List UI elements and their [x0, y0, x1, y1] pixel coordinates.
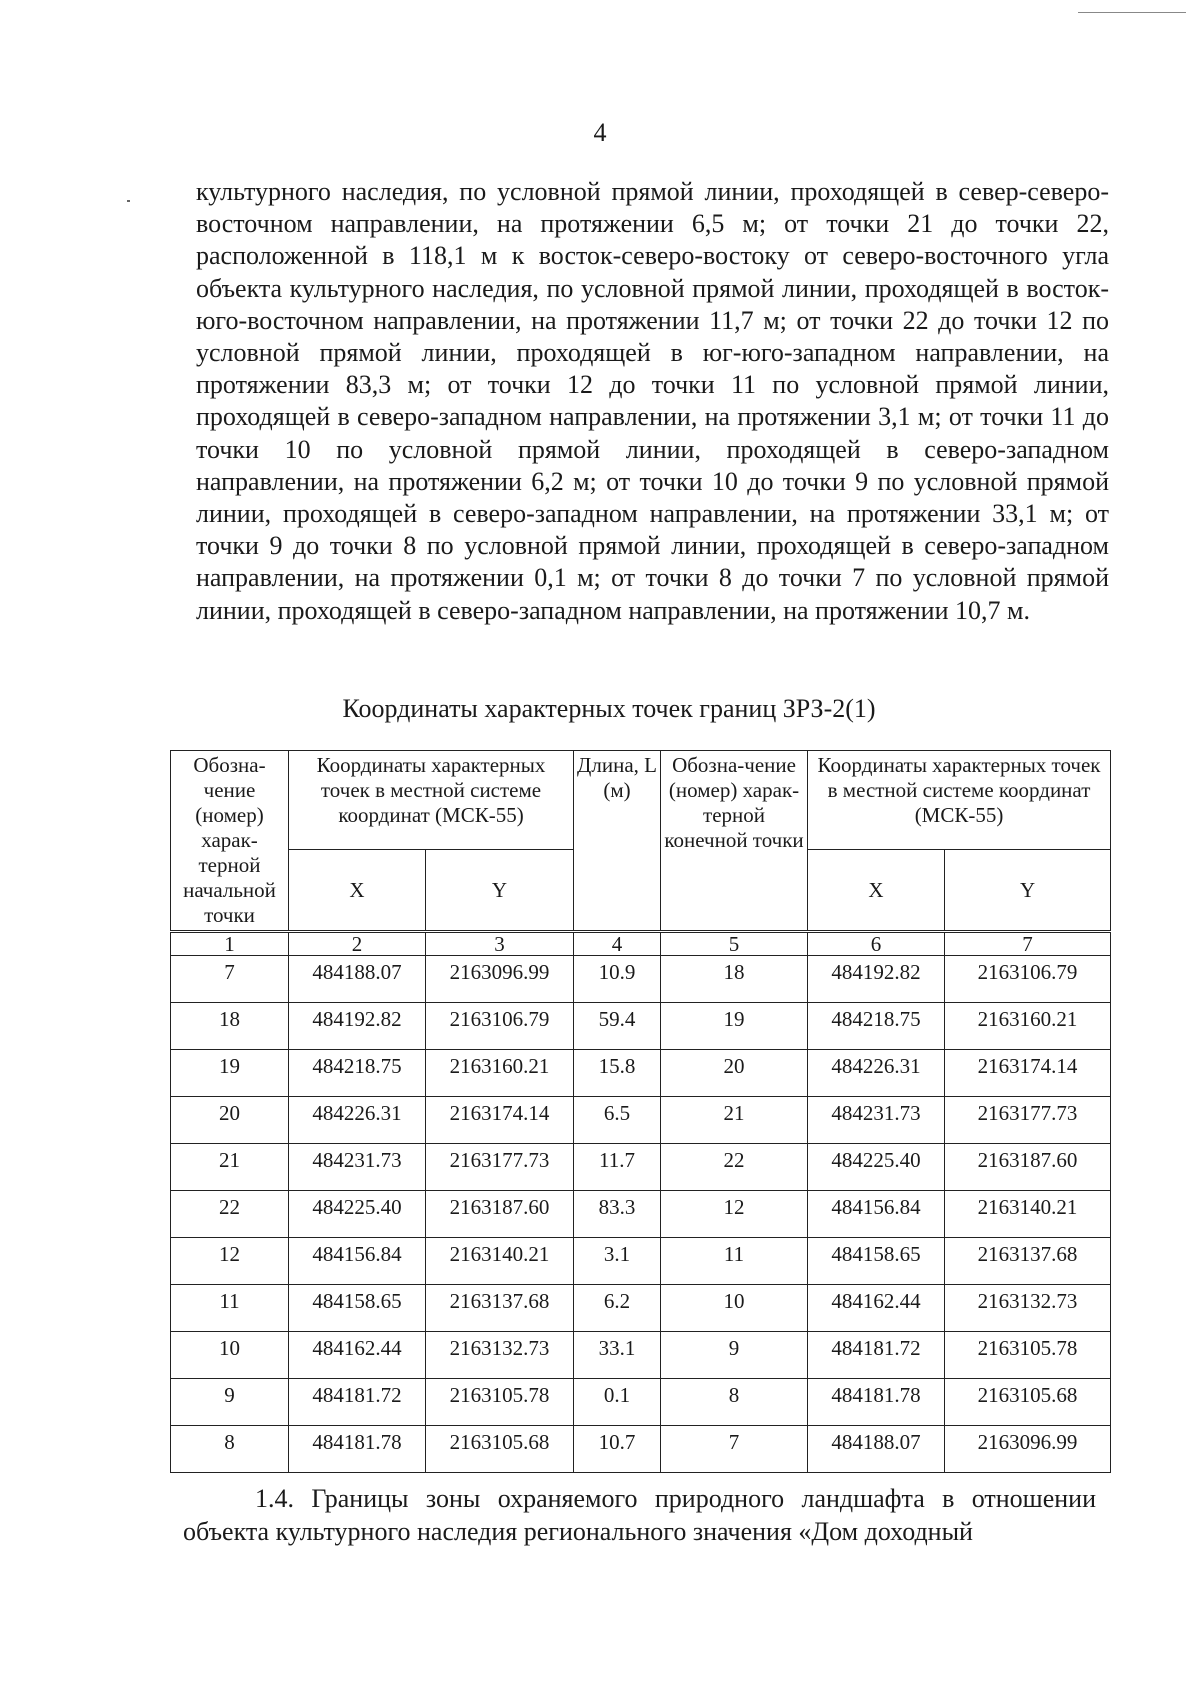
end-x-cell: 484156.84 [808, 1191, 945, 1238]
start-x-cell: 484181.78 [289, 1426, 426, 1473]
table-body [171, 956, 1111, 1473]
table-row [171, 1285, 1111, 1332]
header-y-start: Y [426, 850, 574, 932]
end-x-cell: 484225.40 [808, 1144, 945, 1191]
length-cell: 33.1 [574, 1332, 661, 1379]
start-x-cell: 484226.31 [289, 1097, 426, 1144]
length-cell: 0.1 [574, 1379, 661, 1426]
end-point-cell: 19 [661, 1003, 808, 1050]
end-x-cell: 484181.72 [808, 1332, 945, 1379]
start-y-cell: 2163096.99 [426, 956, 574, 1003]
end-point-cell: 18 [661, 956, 808, 1003]
header-end-point: Обозна-чение (номер) харак-терной конечной точки [661, 751, 808, 932]
end-x-cell: 484162.44 [808, 1285, 945, 1332]
table-row [171, 1050, 1111, 1097]
start-point-cell: 20 [171, 1097, 289, 1144]
end-point-cell: 22 [661, 1144, 808, 1191]
end-y-cell: 2163140.21 [945, 1191, 1111, 1238]
scan-speck [127, 200, 130, 202]
column-number-row-group [171, 932, 1111, 956]
header-coords-end: Координаты характерных точек в местной системе координат (МСК-55) [808, 751, 1111, 850]
length-cell: 15.8 [574, 1050, 661, 1097]
table-row [171, 1426, 1111, 1473]
end-x-cell: 484218.75 [808, 1003, 945, 1050]
header-x-start: X [289, 850, 426, 932]
coordinates-table [170, 750, 1111, 1473]
table-row [171, 1144, 1111, 1191]
length-cell: 83.3 [574, 1191, 661, 1238]
start-x-cell: 484162.44 [289, 1332, 426, 1379]
start-y-cell: 2163174.14 [426, 1097, 574, 1144]
length-cell: 3.1 [574, 1238, 661, 1285]
start-x-cell: 484158.65 [289, 1285, 426, 1332]
table-row [171, 1238, 1111, 1285]
table-row [171, 1379, 1111, 1426]
body-paragraph: культурного наследия, по условной прямой линии, проходящей в север-северо-восточном направлении, на протяжении 6,5 м; от точки 21 до точки 22, расположенной в 118,1 м к восток-северо-востоку от северо-восточного угла объекта культурного наследия, по условной прямой линии, проходящей в восток-юго-восточном направлении, на протяжении 11,7 м; от точки 22 до точки 12 по условной прямой линии, проходящей в юг-юго-западном направлении, на протяжении 83,3 м; от точки 12 до точки 11 по условной прямой линии, проходящей в северо-западном направлении, на протяжении 3,1 м; от точки 11 до точки 10 по условной прямой линии, проходящей в северо-западном направлении, на протяжении 6,2 м; от точки 10 до точки 9 по условной прямой линии, проходящей в северо-западном направлении, на протяжении 33,1 м; от точки 9 до точки 8 по условной прямой линии, проходящей в северо-западном направлении, на протяжении 0,1 м; от точки 8 до точки 7 по условной прямой линии, проходящей в северо-западном направлении, на протяжении 10,7 м. [196, 177, 1109, 625]
page-number: 4 [593, 118, 607, 147]
start-x-cell: 484156.84 [289, 1238, 426, 1285]
end-point-cell: 7 [661, 1426, 808, 1473]
start-y-cell: 2163105.68 [426, 1426, 574, 1473]
start-point-cell: 22 [171, 1191, 289, 1238]
end-y-cell: 2163105.68 [945, 1379, 1111, 1426]
table-caption: Координаты характерных точек границ ЗРЗ-2(1) [342, 694, 876, 723]
table-row [171, 1332, 1111, 1379]
length-cell: 6.2 [574, 1285, 661, 1332]
end-x-cell: 484158.65 [808, 1238, 945, 1285]
end-x-cell: 484226.31 [808, 1050, 945, 1097]
start-point-cell: 21 [171, 1144, 289, 1191]
section-1-4-paragraph: 1.4. Границы зоны охраняемого природного ландшафта в отношении объекта культурного наследия регионального значения «Дом доходный [183, 1484, 1096, 1546]
start-x-cell: 484188.07 [289, 956, 426, 1003]
start-x-cell: 484218.75 [289, 1050, 426, 1097]
start-y-cell: 2163132.73 [426, 1332, 574, 1379]
end-point-cell: 20 [661, 1050, 808, 1097]
start-point-cell: 12 [171, 1238, 289, 1285]
end-point-cell: 21 [661, 1097, 808, 1144]
end-y-cell: 2163177.73 [945, 1097, 1111, 1144]
column-number: 2 [289, 932, 426, 956]
start-point-cell: 19 [171, 1050, 289, 1097]
header-coords-start: Координаты характерных точек в местной системе координат (МСК-55) [289, 751, 574, 850]
column-number: 6 [808, 932, 945, 956]
table-row [171, 1003, 1111, 1050]
start-y-cell: 2163140.21 [426, 1238, 574, 1285]
start-point-cell: 7 [171, 956, 289, 1003]
column-number: 3 [426, 932, 574, 956]
start-point-cell: 18 [171, 1003, 289, 1050]
end-x-cell: 484181.78 [808, 1379, 945, 1426]
end-point-cell: 9 [661, 1332, 808, 1379]
start-point-cell: 11 [171, 1285, 289, 1332]
end-y-cell: 2163106.79 [945, 956, 1111, 1003]
table-row [171, 1191, 1111, 1238]
end-y-cell: 2163160.21 [945, 1003, 1111, 1050]
start-x-cell: 484225.40 [289, 1191, 426, 1238]
column-number: 7 [945, 932, 1111, 956]
column-number: 1 [171, 932, 289, 956]
header-start-point: Обозна-чение (номер) харак-терной начальной точки [171, 751, 289, 932]
end-point-cell: 8 [661, 1379, 808, 1426]
end-x-cell: 484231.73 [808, 1097, 945, 1144]
length-cell: 6.5 [574, 1097, 661, 1144]
length-cell: 10.7 [574, 1426, 661, 1473]
header-length: Длина, L (м) [574, 751, 661, 932]
start-point-cell: 8 [171, 1426, 289, 1473]
length-cell: 59.4 [574, 1003, 661, 1050]
column-number: 5 [661, 932, 808, 956]
end-y-cell: 2163174.14 [945, 1050, 1111, 1097]
start-y-cell: 2163105.78 [426, 1379, 574, 1426]
scan-edge-line [1078, 12, 1186, 13]
table-row [171, 956, 1111, 1003]
end-point-cell: 12 [661, 1191, 808, 1238]
start-point-cell: 9 [171, 1379, 289, 1426]
start-y-cell: 2163137.68 [426, 1285, 574, 1332]
column-number: 4 [574, 932, 661, 956]
start-y-cell: 2163160.21 [426, 1050, 574, 1097]
end-x-cell: 484188.07 [808, 1426, 945, 1473]
start-x-cell: 484181.72 [289, 1379, 426, 1426]
length-cell: 11.7 [574, 1144, 661, 1191]
end-y-cell: 2163187.60 [945, 1144, 1111, 1191]
end-y-cell: 2163096.99 [945, 1426, 1111, 1473]
start-x-cell: 484231.73 [289, 1144, 426, 1191]
length-cell: 10.9 [574, 956, 661, 1003]
start-y-cell: 2163177.73 [426, 1144, 574, 1191]
start-y-cell: 2163106.79 [426, 1003, 574, 1050]
end-y-cell: 2163137.68 [945, 1238, 1111, 1285]
end-y-cell: 2163132.73 [945, 1285, 1111, 1332]
table-row [171, 1097, 1111, 1144]
header-x-end: X [808, 850, 945, 932]
column-number-row [171, 932, 1111, 956]
end-y-cell: 2163105.78 [945, 1332, 1111, 1379]
table-header [171, 751, 1111, 932]
start-point-cell: 10 [171, 1332, 289, 1379]
end-point-cell: 10 [661, 1285, 808, 1332]
end-point-cell: 11 [661, 1238, 808, 1285]
end-x-cell: 484192.82 [808, 956, 945, 1003]
header-y-end: Y [945, 850, 1111, 932]
start-y-cell: 2163187.60 [426, 1191, 574, 1238]
start-x-cell: 484192.82 [289, 1003, 426, 1050]
